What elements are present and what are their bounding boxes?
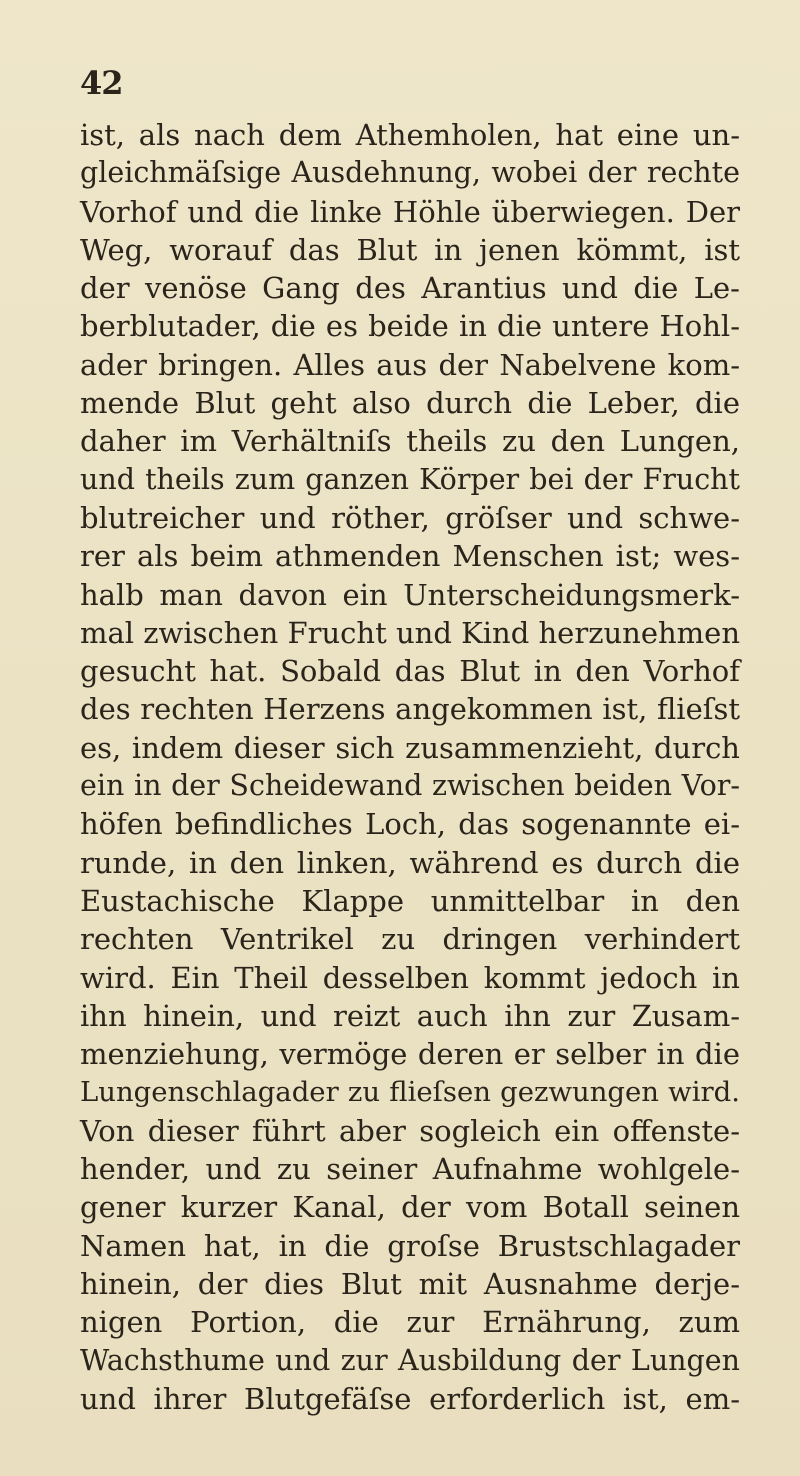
text-line: höfen befindliches Loch, das sogenannte ei- (80, 807, 740, 842)
text-line: ist, als nach dem Athemholen, hat eine un- (80, 118, 740, 152)
text-line: gener kurzer Kanal, der vom Botall seinen (80, 1190, 740, 1225)
text-line: und ihrer Blutgefäſse erforderlich ist, em- (80, 1381, 740, 1416)
text-line: wird. Ein Theil desselben kommt jedoch in (80, 960, 740, 995)
text-line: Weg, worauf das Blut in jenen kömmt, ist (80, 232, 740, 267)
page-number: 42 (80, 64, 123, 102)
text-line: mal zwischen Frucht und Kind herzunehmen (80, 615, 741, 650)
body-text (80, 116, 740, 1418)
text-line: gesucht hat. Sobald das Blut in den Vorhof (80, 654, 740, 689)
text-line: runde, in den linken, während es durch die (80, 845, 740, 880)
text-line: und theils zum ganzen Körper bei der Frucht (80, 462, 740, 496)
text-line: mende Blut geht also durch die Leber, die (80, 386, 740, 421)
text-line: blutreicher und röther, gröſser und schwe- (80, 500, 740, 535)
text-line: es, indem dieser sich zusammenzieht, durch (80, 730, 740, 765)
text-line: hinein, der dies Blut mit Ausnahme derje- (80, 1266, 740, 1301)
text-line: menziehung, vermöge deren er selber in die (80, 1037, 740, 1072)
text-line: gleichmäſsige Ausdehnung, wobei der rechte (80, 156, 740, 190)
text-line: daher im Verhältniſs theils zu den Lungen, (80, 424, 740, 459)
text-line: halb man davon ein Unterscheidungsmerk- (80, 577, 740, 612)
text-line: ein in der Scheidewand zwischen beiden Vor- (80, 769, 740, 803)
text-line: Wachsthume und zur Ausbildung der Lungen (80, 1343, 740, 1377)
text-line: rer als beim athmenden Menschen ist; wes- (80, 539, 740, 574)
text-line: berblutader, die es beide in die untere Hohl- (80, 309, 740, 344)
text-line: Vorhof und die linke Höhle überwiegen. Der (80, 194, 740, 229)
text-line: rechten Ventrikel zu dringen verhindert (80, 922, 740, 957)
text-line: der venöse Gang des Arantius und die Le- (80, 271, 740, 306)
text-line: ader bringen. Alles aus der Nabelvene kom- (80, 347, 740, 382)
text-line: ihn hinein, und reizt auch ihn zur Zusam- (80, 998, 740, 1033)
text-line: Lungenschlagader zu flieſsen gezwungen wird. (80, 1076, 740, 1109)
text-line: nigen Portion, die zur Ernährung, zum (80, 1305, 740, 1340)
text-line: Eustachische Klappe unmittelbar in den (80, 883, 740, 918)
text-line: hender, und zu seiner Aufnahme wohlgele- (80, 1152, 740, 1187)
text-line: des rechten Herzens angekommen ist, flieſst (80, 692, 740, 727)
text-line: Namen hat, in die groſse Brustschlagader (80, 1228, 740, 1263)
text-line: Von dieser führt aber sogleich ein offenste- (80, 1113, 740, 1148)
